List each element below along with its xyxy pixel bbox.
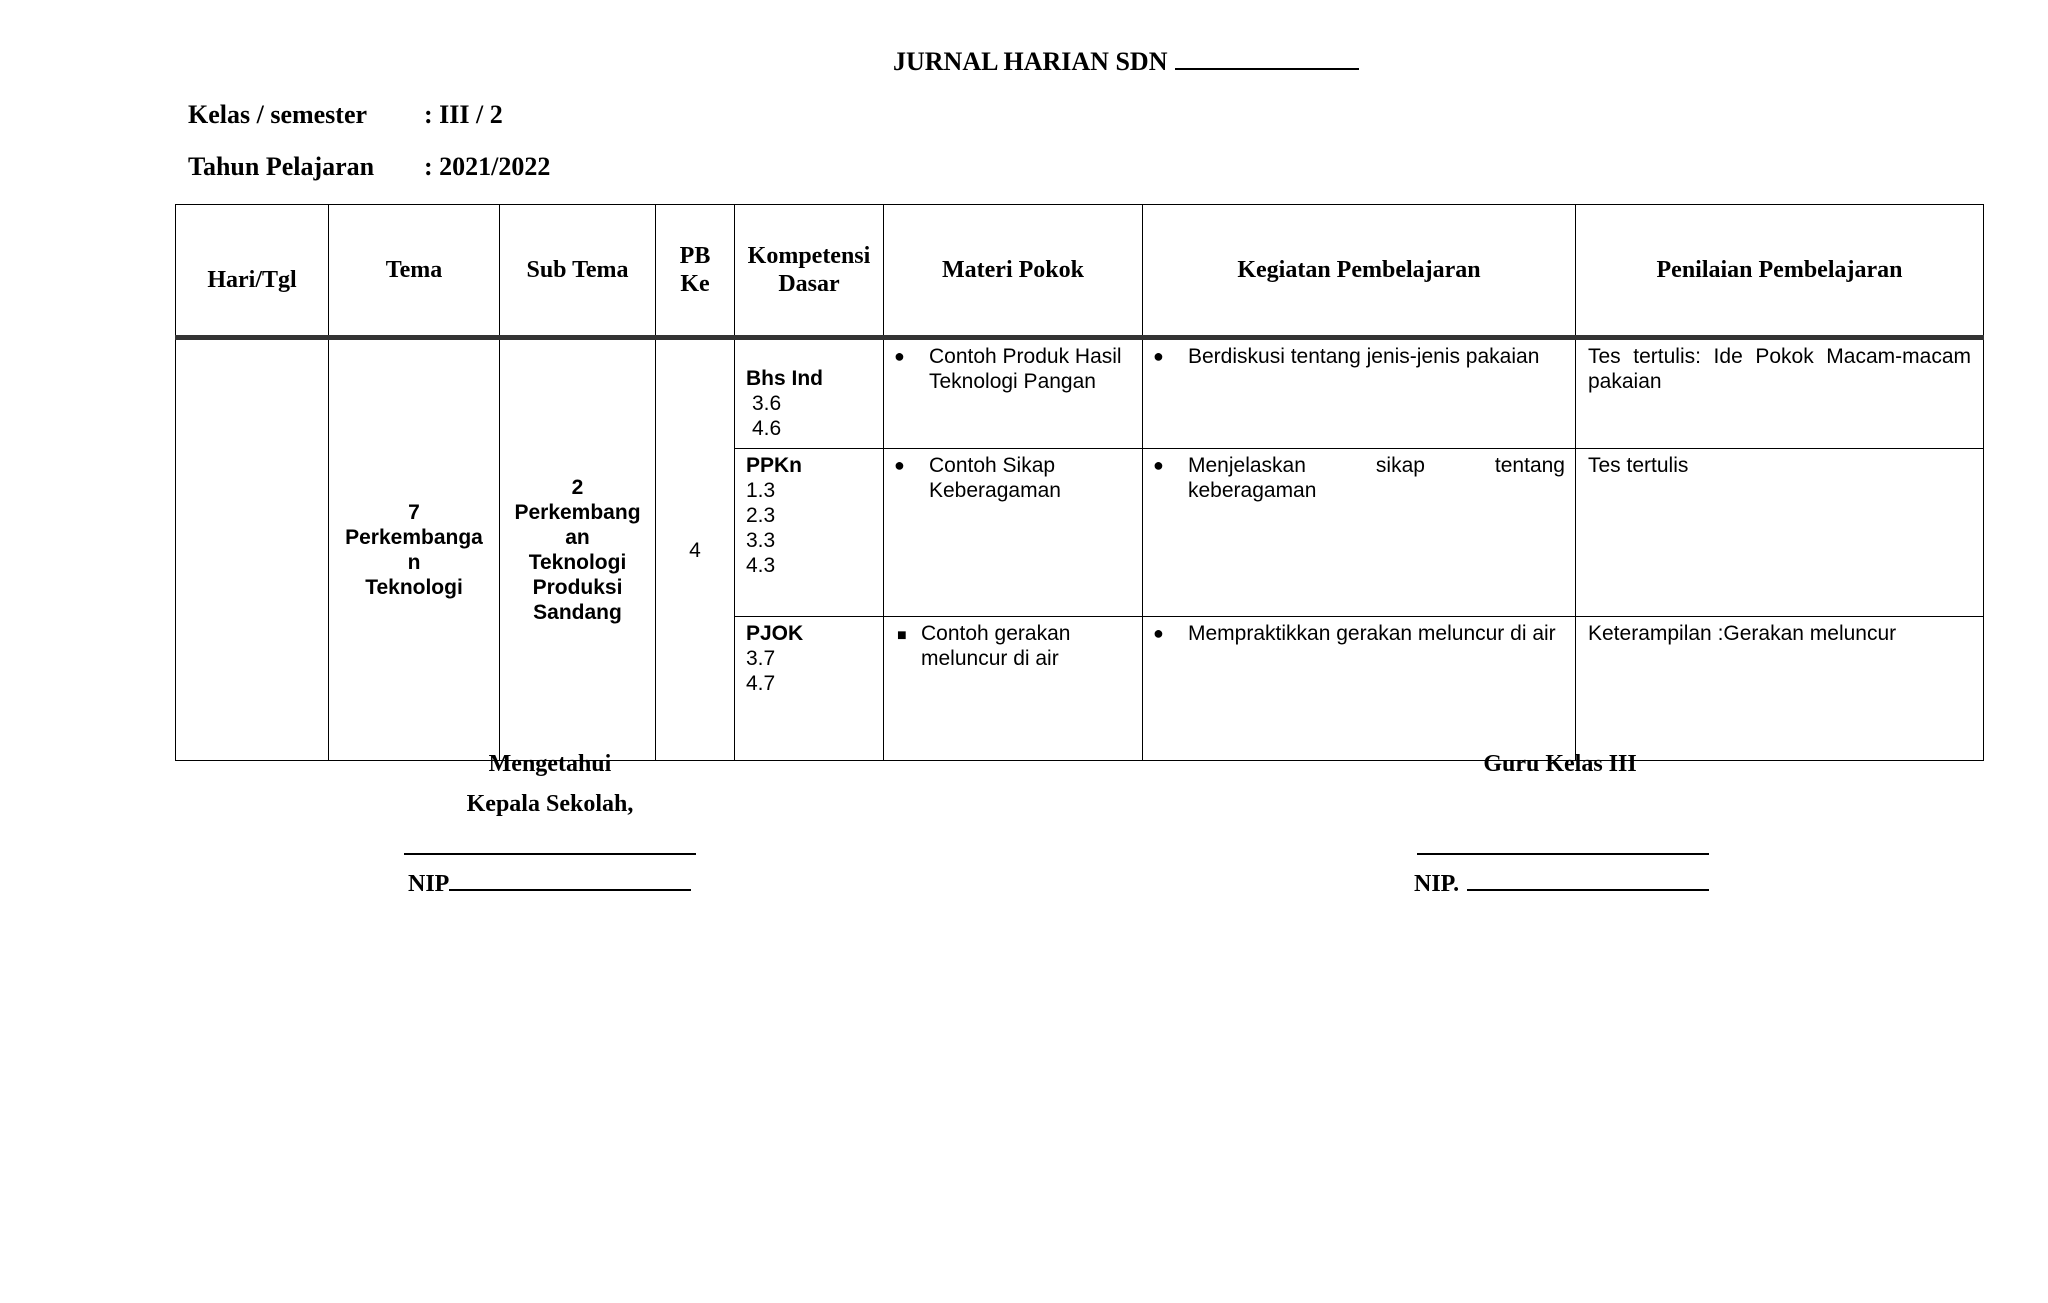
kd-code: 4.3 xyxy=(746,554,776,577)
signature-right-line xyxy=(1417,853,1709,855)
table-row xyxy=(176,338,1984,449)
signature-left-line xyxy=(404,853,696,855)
signature-left-line2: Kepala Sekolah, xyxy=(466,791,634,817)
tahun-row xyxy=(188,152,550,182)
square-bullet-icon: ■ xyxy=(897,627,907,644)
kd-code: 3.3 xyxy=(746,529,776,552)
penilaian-cell xyxy=(1576,617,1984,761)
cell-tema: 7 Perkembanga n Teknologi xyxy=(329,338,500,761)
kelas-row xyxy=(188,100,503,130)
materi-cell xyxy=(884,449,1143,617)
bullet-icon: ● xyxy=(894,455,905,475)
bullet-icon: ● xyxy=(894,346,905,366)
document-title xyxy=(893,46,1359,77)
header-hari: Hari/Tgl xyxy=(176,205,329,338)
header-materi: Materi Pokok xyxy=(884,205,1143,338)
bullet-icon: ● xyxy=(1153,623,1164,643)
materi-text: Contoh Produk Hasil Teknologi Pangan xyxy=(929,345,1122,393)
tahun-value: : 2021/2022 xyxy=(424,152,551,181)
nip-left-label: NIP xyxy=(408,871,450,897)
penilaian-cell xyxy=(1576,338,1984,449)
cell-hari xyxy=(176,338,329,761)
kegiatan-text: Menjelaskan sikap tentang keberagaman xyxy=(1188,454,1565,502)
kelas-label: Kelas / semester xyxy=(188,100,368,129)
kd-code: 4.6 xyxy=(752,417,782,440)
school-name-blank xyxy=(1175,46,1359,70)
kd-code: 2.3 xyxy=(746,504,776,527)
nip-right-label: NIP. xyxy=(1414,871,1460,897)
penilaian-cell xyxy=(1576,449,1984,617)
kd-subject: PJOK xyxy=(746,622,804,645)
nip-right xyxy=(1414,869,1709,898)
header-subtema: Sub Tema xyxy=(500,205,656,338)
signature-right-line1: Guru Kelas III xyxy=(1483,751,1637,777)
nip-left-blank xyxy=(449,869,691,891)
kd-code: 4.7 xyxy=(746,672,776,695)
materi-text: Contoh Sikap Keberagaman xyxy=(929,454,1061,502)
kelas-value: : III / 2 xyxy=(424,100,503,129)
header-tema: Tema xyxy=(329,205,500,338)
tahun-label: Tahun Pelajaran xyxy=(188,152,375,181)
kegiatan-cell xyxy=(1143,449,1576,617)
bullet-icon: ● xyxy=(1153,455,1164,475)
kegiatan-cell xyxy=(1143,617,1576,761)
header-pb: PB Ke xyxy=(656,205,735,338)
materi-cell xyxy=(884,338,1143,449)
penilaian-text: Tes tertulis: Ide Pokok Macam-macam pakaian xyxy=(1588,345,1971,393)
materi-text: Contoh gerakan meluncur di air xyxy=(921,622,1071,670)
penilaian-text: Tes tertulis xyxy=(1588,454,1689,477)
nip-left xyxy=(408,869,691,898)
kd-cell xyxy=(735,617,884,761)
header-kegiatan: Kegiatan Pembelajaran xyxy=(1143,205,1576,338)
kegiatan-cell xyxy=(1143,338,1576,449)
kd-subject: Bhs Ind xyxy=(746,367,823,390)
title-text: JURNAL HARIAN SDN xyxy=(893,47,1168,76)
kd-cell xyxy=(735,449,884,617)
kegiatan-text: Mempraktikkan gerakan meluncur di air xyxy=(1188,622,1556,645)
journal-table xyxy=(175,204,1984,761)
nip-right-blank xyxy=(1467,869,1709,891)
kegiatan-text: Berdiskusi tentang jenis-jenis pakaian xyxy=(1188,345,1540,368)
signature-left-line1: Mengetahui xyxy=(488,751,612,777)
materi-cell xyxy=(884,617,1143,761)
cell-pb: 4 xyxy=(656,338,735,761)
kd-subject: PPKn xyxy=(746,454,803,477)
bullet-icon: ● xyxy=(1153,346,1164,366)
table-header-row xyxy=(176,205,1984,338)
header-kd: Kompetensi Dasar xyxy=(735,205,884,338)
header-penilaian: Penilaian Pembelajaran xyxy=(1576,205,1984,338)
kd-code: 1.3 xyxy=(746,479,776,502)
kd-code: 3.6 xyxy=(752,392,782,415)
penilaian-text: Keterampilan :Gerakan meluncur xyxy=(1588,622,1897,645)
cell-subtema: 2 Perkembang an Teknologi Produksi Sandang xyxy=(500,338,656,761)
kd-code: 3.7 xyxy=(746,647,776,670)
kd-cell xyxy=(735,338,884,449)
